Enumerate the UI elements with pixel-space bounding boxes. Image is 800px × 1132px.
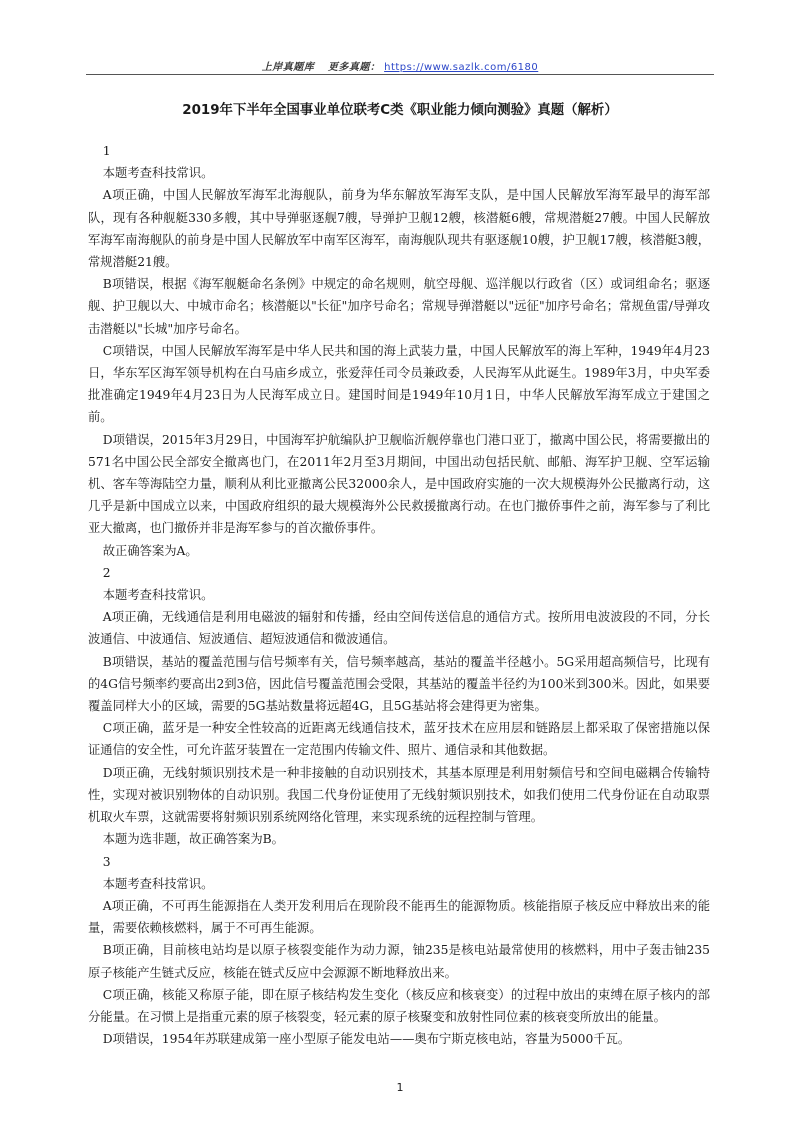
answer-line: 本题为选非题，故正确答案为B。 [102,832,284,847]
more-questions-label: 更多真题： [327,62,381,73]
paragraph: A项正确，无线通信是利用电磁波的辐射和传播，经由空间传送信息的通信方式。按所用电波波段的不同，分长波通信、中波通信、短波通信、超短波通信和微波通信。 [88,610,710,647]
question-number: 3 [102,854,111,869]
paragraph: A项正确，中国人民解放军海军北海舰队，前身为华东解放军海军支队，是中国人民解放军海军最早的海军部队，现有各种舰艇330多艘，其中导弹驱逐舰7艘，导弹护卫舰12艘，核潜艇6艘，常规潜艇27艘。中国人民解放军海军南海舰队的前身是中国人民解放军中南军区海军，南海舰队现共有驱逐舰10艘，护卫舰17艘，核潜艇3艘，常规潜艇21艘。 [88,188,710,270]
question-number: 1 [102,144,111,158]
paragraph: C项正确，核能又称原子能，即在原子核结构发生变化（核反应和核衰变）的过程中放出的束缚在原子核内的部分能量。在习惯上是指重元素的原子核裂变，轻元素的原子核聚变和放射性同位素的核衰变所放出的能量。 [88,987,710,1024]
paragraph: 本题考查科技常识。 [102,876,214,891]
page-number: 1 [396,1081,404,1094]
question-number: 2 [102,565,111,580]
document-title: 2019年下半年全国事业单位联考C类《职业能力倾向测验》真题（解析） [182,103,618,118]
source-link[interactable]: https://www.sazlk.com/6180 [384,62,539,73]
document-body [88,140,710,1050]
paragraph: B项正确，目前核电站均是以原子核裂变能作为动力源，铀235是核电站最常使用的核燃料，用中子轰击铀235原子核能产生链式反应，核能在链式反应中会源源不断地释放出来。 [88,943,710,980]
paragraph: B项错误，基站的覆盖范围与信号频率有关，信号频率越高，基站的覆盖半径越小。5G采用超高频信号，比现有的4G信号频率约要高出2到3倍，因此信号覆盖范围会受限，其基站的覆盖半径约为100米到300米。因此，如果要覆盖同样大小的区域，需要的5G基站数量将远超4G，且5G基站将会建得更为密集。 [88,654,710,714]
paragraph: D项错误，2015年3月29日，中国海军护航编队护卫舰临沂舰停靠也门港口亚丁，撤离中国公民，将需要撤出的571名中国公民全部安全撤离也门，在2011年2月至3月期间，中国出动包括民航、邮船、海军护卫舰、空军运输机、客车等海陆空力量，顺利从利比亚撤离公民32000余人，是中国政府实施的一次大规模海外公民撤离行动，这几乎是新中国成立以来，中国政府组织的最大规模海外公民救援撤离行动。在也门撤侨事件之前，海军参与了利比亚大撤离，也门撤侨并非是海军参与的首次撤侨事件。 [88,432,710,536]
paragraph: C项正确，蓝牙是一种安全性较高的近距离无线通信技术，蓝牙技术在应用层和链路层上都采取了保密措施以保证通信的安全性，可允许蓝牙装置在一定范围内传输文件、照片、通信录和其他数据。 [88,721,710,758]
paragraph: D项正确，无线射频识别技术是一种非接触的自动识别技术，其基本原理是利用射频信号和空间电磁耦合传输特性，实现对被识别物体的自动识别。我国二代身份证使用了无线射频识别技术，如我们使用二代身份证在自动取票机取火车票，这就需要将射频识别系统网络化管理，来实现系统的远程控制与管理。 [88,765,710,825]
paragraph: B项错误，根据《海军舰艇命名条例》中规定的命名规则，航空母舰、巡洋舰以行政省（区）或词组命名；驱逐舰、护卫舰以大、中城市命名；核潜艇以"长征"加序号命名；常规导弹潜艇以"远征"加序号命名；常规鱼雷/导弹攻击潜艇以"长城"加序号命名。 [88,277,710,336]
paragraph: C项错误，中国人民解放军海军是中华人民共和国的海上武装力量，中国人民解放军的海上军种，1949年4月23日，华东军区海军领导机构在白马庙乡成立，张爱萍任司令员兼政委，人民海军从此诞生。1989年3月，中央军委批准确定1949年4月23日为人民海军成立日。建国时间是1949年10月1日，中华人民解放军海军成立于建国之前。 [88,343,710,425]
source-name: 上岸真题库 [261,62,315,73]
paragraph: A项正确，不可再生能源指在人类开发利用后在现阶段不能再生的能源物质。核能指原子核反应中释放出来的能量，需要依赖核燃料，属于不可再生能源。 [88,898,710,936]
paragraph: D项错误，1954年苏联建成第一座小型原子能发电站——奥布宁斯克核电站，容量为5000千瓦。 [102,1032,631,1047]
paragraph: 本题考查科技常识。 [102,166,214,181]
answer-line: 故正确答案为A。 [102,543,198,558]
header-divider [86,74,714,75]
page-header [0,58,800,73]
paragraph: 本题考查科技常识。 [102,588,214,603]
